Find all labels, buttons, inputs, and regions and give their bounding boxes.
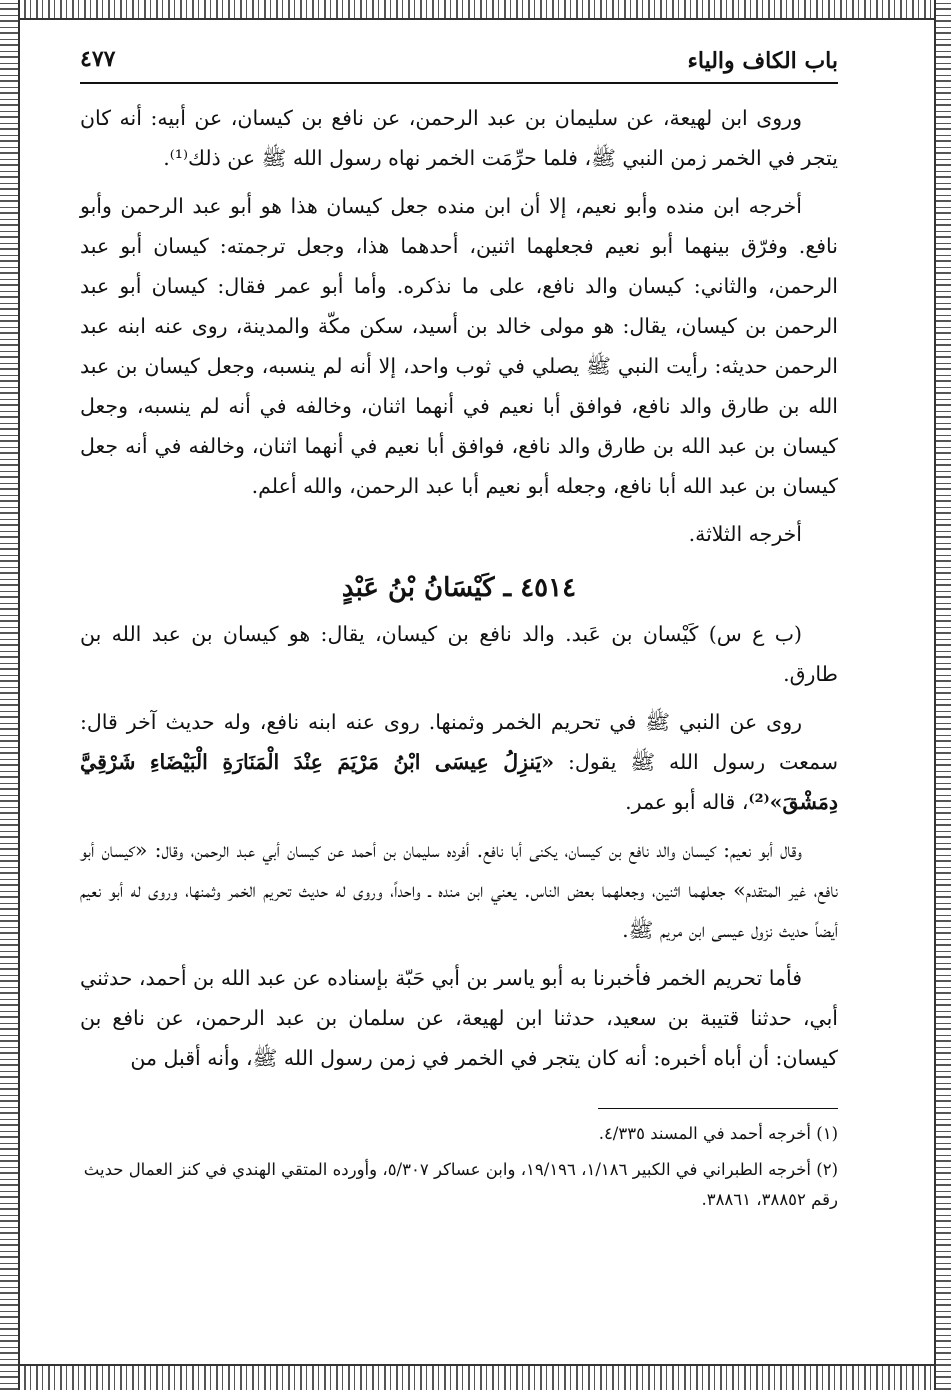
decorative-border-right <box>934 0 951 1390</box>
footnote-divider <box>598 1108 838 1109</box>
main-text <box>80 98 838 1078</box>
footnote: (٢) أخرجه الطبراني في الكبير ١/١٨٦، ١٩/١٩٦، وابن عساكر ٥/٣٠٧، وأورده المتقي الهندي في كنز العمال حديث رقم ٣٨٨٥٢، ٣٨٨٦١. <box>83 1160 838 1209</box>
paragraph: وروى ابن لهيعة، عن سليمان بن عبد الرحمن، عن نافع بن كيسان، عن أبيه: أنه كان يتجر في الخمر زمن النبي ﷺ، فلما حرِّمَت الخمر نهاه رسول الله ﷺ عن ذلك⁽¹⁾. <box>80 106 838 170</box>
paragraph-tail: ، قاله أبو عمر. <box>625 790 749 814</box>
decorative-border-left <box>0 0 20 1390</box>
decorative-border-top <box>0 0 951 20</box>
paragraph <box>80 702 838 822</box>
paragraph: وقال أبو نعيم: كيسان والد نافع بن كيسان، يكنى أبا نافع. أفرده سليمان بن أحمد عن كيسان أبي عبد الرحمن، وقال: «كيسان أبو نافع، غير المتقدم» جعلهما اثنين، وجعلهما بعض الناس. يعني ابن منده ـ واحداً، وروى له حديث تحريم الخمر وثمنها، وروى له أبو نعيم أيضاً حديث نزول عيسى ابن مريم ﷺ. <box>80 838 838 942</box>
paragraph: أخرجه الثلاثة. <box>688 522 802 546</box>
paragraph: (ب ع س) كَيْسان بن عَبد. والد نافع بن كيسان، يقال: هو كيسان بن عبد الله بن طارق. <box>80 622 838 686</box>
entry-heading: ٤٥١٤ ـ كَيْسَانُ بْنُ عَبْدٍ <box>341 573 577 603</box>
paragraph: فأما تحريم الخمر فأخبرنا به أبو ياسر بن أبي حَبّة بإسناده عن عبد الله بن أحمد، حدثني أبي، حدثنا قتيبة بن سعيد، حدثنا ابن لهيعة، عن سلمان بن عبد الرحمن، عن نافع بن كيسان: أن أباه أخبره: أنه كان يتجر في الخمر في زمن رسول الله ﷺ، وأنه أقبل من <box>80 966 838 1070</box>
running-title: باب الكاف والياء <box>687 48 838 74</box>
paragraph-intro: روى عن النبي ﷺ في تحريم الخمر وثمنها. روى عنه ابنه نافع، وله حديث آخر قال: سمعت رسول الله ﷺ يقول: <box>80 710 839 774</box>
page-header <box>80 40 838 84</box>
hadith-quote: «يَنزِلُ عِيسَى ابْنُ مَرْيَمَ عِنْدَ الْمَنَارَةِ الْبَيْضَاءِ شَرْقِيَّ دِمَشْقَ»⁽²⁾ <box>80 750 838 814</box>
decorative-border-bottom <box>0 1364 951 1390</box>
book-page <box>80 40 838 1340</box>
footnotes <box>80 1119 838 1215</box>
paragraph: أخرجه ابن منده وأبو نعيم، إلا أن ابن منده جعل كيسان هذا هو أبو عبد الرحمن وأبو نافع. وفرّق بينهما أبو نعيم فجعلهما اثنين، أحدهما هذا، وجعل ترجمته: كيسان أبو عبد الرحمن، والثاني: كيسان والد نافع، على ما نذكره. وأما أبو عمر فقال: كيسان أبو عبد الرحمن بن كيسان، يقال: هو مولى خالد بن أسيد، سكن مكّة والمدينة، روى عنه ابنه عبد الرحمن حديثه: رأيت النبي ﷺ يصلي في ثوب واحد، إلا أنه لم ينسبه، وجعل كيسان بن عبد الله بن طارق والد نافع، فوافق أبا نعيم في أنهما اثنان، وخالفه في أنه لم ينسبه، وجعل كيسان بن عبد الله بن طارق والد نافع، فوافق أبا نعيم في أنهما اثنان، وخالفه في أنه جعل كيسان بن عبد الله أبا نافع، وجعله أبو نعيم أبا عبد الرحمن، والله أعلم. <box>80 194 838 498</box>
page-number: ٤٧٧ <box>80 46 116 72</box>
footnote: (١) أخرجه أحمد في المسند ٤/٣٣٥. <box>598 1124 838 1143</box>
